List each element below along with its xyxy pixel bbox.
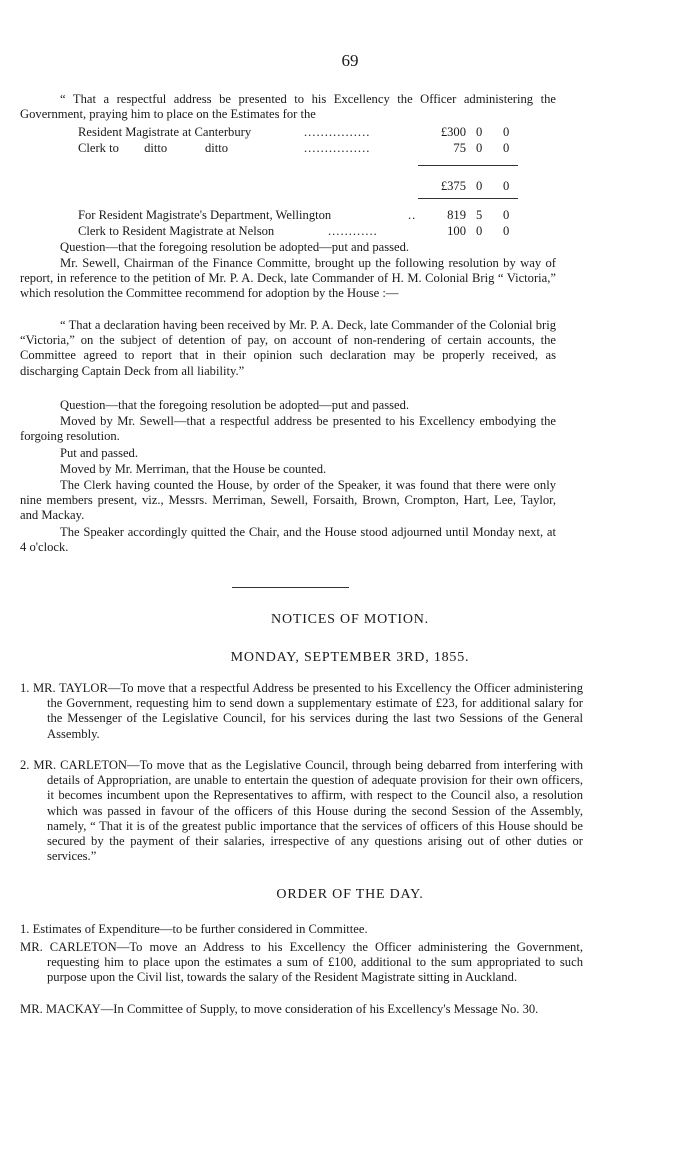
estimates-table-a — [78, 125, 518, 157]
estimates-table-b — [78, 208, 518, 240]
estimate-label: Clerk to Resident Magistrate at Nelson — [78, 224, 275, 238]
estimate-pounds: £300 — [440, 125, 466, 139]
estimate-row — [78, 224, 518, 240]
leader-dots: ............ — [328, 224, 378, 238]
notice-item: 2. MR. CARLETON—To move that as the Legislative Council, through being debarred from interfering with details of Appropriation, are unable to entertain the question of adequate provision for their own officers, it becomes incumbent upon the Representatives to affirm, with respect to the Council also, a resolution which was passed in favour of the officers of this House during the second Session of the Assembly, namely, “ That it is of the greatest public importance that the services of officers of this House should be secured by the payment of their salaries, irrespective of any questions arising out of other duties or services.” — [20, 758, 583, 864]
order-heading: ORDER OF THE DAY. — [276, 887, 424, 902]
subtotal-rule — [418, 165, 518, 166]
estimate-shillings: 0 — [476, 141, 483, 155]
estimate-pence: 0 — [503, 224, 510, 238]
order-item: 1. Estimates of Expenditure—to be further considered in Committee. — [20, 922, 368, 936]
intro-paragraph: “ That a respectful address be presented to his Excellency the Officer administering the Government, praying him to place on the Estimates for the — [20, 92, 556, 122]
estimate-shillings: 0 — [476, 224, 483, 238]
estimate-total-row — [78, 179, 518, 195]
estimate-pence: 0 — [503, 141, 510, 155]
body-paragraph: Question—that the foregoing resolution be adopted—put and passed. — [60, 398, 410, 412]
body-paragraph: “ That a declaration having been received by Mr. P. A. Deck, late Commander of the Colonial brig “Victoria,” on the subject of detention of pay, on account of non-rendering of certain accounts, the Committee agreed to report that in their opinion such declaration may be properly received, as discharging Captain Deck from all liability.” — [20, 318, 556, 378]
estimate-row — [78, 208, 518, 224]
estimate-pence: 0 — [503, 208, 510, 222]
notice-item: 1. MR. TAYLOR—To move that a respectful Address be presented to his Excellency the Officer administering the Government, requesting him to send down a supplementary estimate of £23, for additional salary for the Messenger of the Legislative Council, for his services during the last two Sessions of the General Assembly. — [20, 681, 583, 741]
section-divider — [232, 587, 349, 588]
estimate-shillings: 0 — [476, 125, 483, 139]
leader-dots: ................ — [304, 141, 371, 155]
body-paragraph: The Speaker accordingly quitted the Chair, and the House stood adjourned until Monday next, at 4 o'clock. — [20, 525, 556, 555]
notices-heading: NOTICES OF MOTION. — [271, 612, 429, 627]
body-paragraph: Put and passed. — [60, 446, 139, 460]
body-paragraph: Moved by Mr. Merriman, that the House be counted. — [60, 462, 327, 476]
total-shillings: 0 — [476, 179, 483, 193]
estimate-shillings: 5 — [476, 208, 483, 222]
body-paragraph: Moved by Mr. Sewell—that a respectful address be presented to his Excellency embodying the forgoing resolution. — [20, 414, 556, 444]
estimate-row — [78, 141, 518, 157]
estimate-label: Clerk to ditto ditto — [78, 141, 229, 155]
body-paragraph: The Clerk having counted the House, by order of the Speaker, it was found that there were only nine members present, viz., Messrs. Merriman, Sewell, Forsaith, Brown, Crompton, Hart, Lee, Taylor, and Mackay. — [20, 478, 556, 523]
estimate-row — [78, 125, 518, 141]
total-pence: 0 — [503, 179, 510, 193]
total-rule — [418, 198, 518, 199]
estimate-pence: 0 — [503, 125, 510, 139]
order-item: MR. CARLETON—To move an Address to his Excellency the Officer administering the Government, requesting him to place upon the estimates a sum of £100, additional to the sum appropriated to such purpose upon the Civil list, towards the salary of the Resident Magistrate sitting in Auckland. — [20, 940, 583, 985]
leader-dots: .. — [408, 208, 417, 222]
estimate-label: Resident Magistrate at Canterbury — [78, 125, 252, 139]
estimate-label: For Resident Magistrate's Department, Wellington — [78, 208, 332, 222]
body-paragraph: Question—that the foregoing resolution be adopted—put and passed. — [60, 240, 410, 254]
notices-date: MONDAY, SEPTEMBER 3RD, 1855. — [230, 650, 470, 665]
body-paragraph: Mr. Sewell, Chairman of the Finance Committe, brought up the following resolution by way of report, in reference to the petition of Mr. P. A. Deck, late Commander of H. M. Colonial Brig “ Victoria,” which resolution the Committee recommend for adoption by the House :— — [20, 256, 556, 301]
leader-dots: ................ — [304, 125, 371, 139]
total-pounds: £375 — [440, 179, 466, 193]
estimate-pounds: 100 — [447, 224, 466, 238]
page-number: 69 — [341, 51, 359, 70]
estimate-pounds: 75 — [453, 141, 466, 155]
order-item: MR. MACKAY—In Committee of Supply, to move consideration of his Excellency's Message No. 30. — [20, 1002, 539, 1016]
estimate-pounds: 819 — [447, 208, 466, 222]
